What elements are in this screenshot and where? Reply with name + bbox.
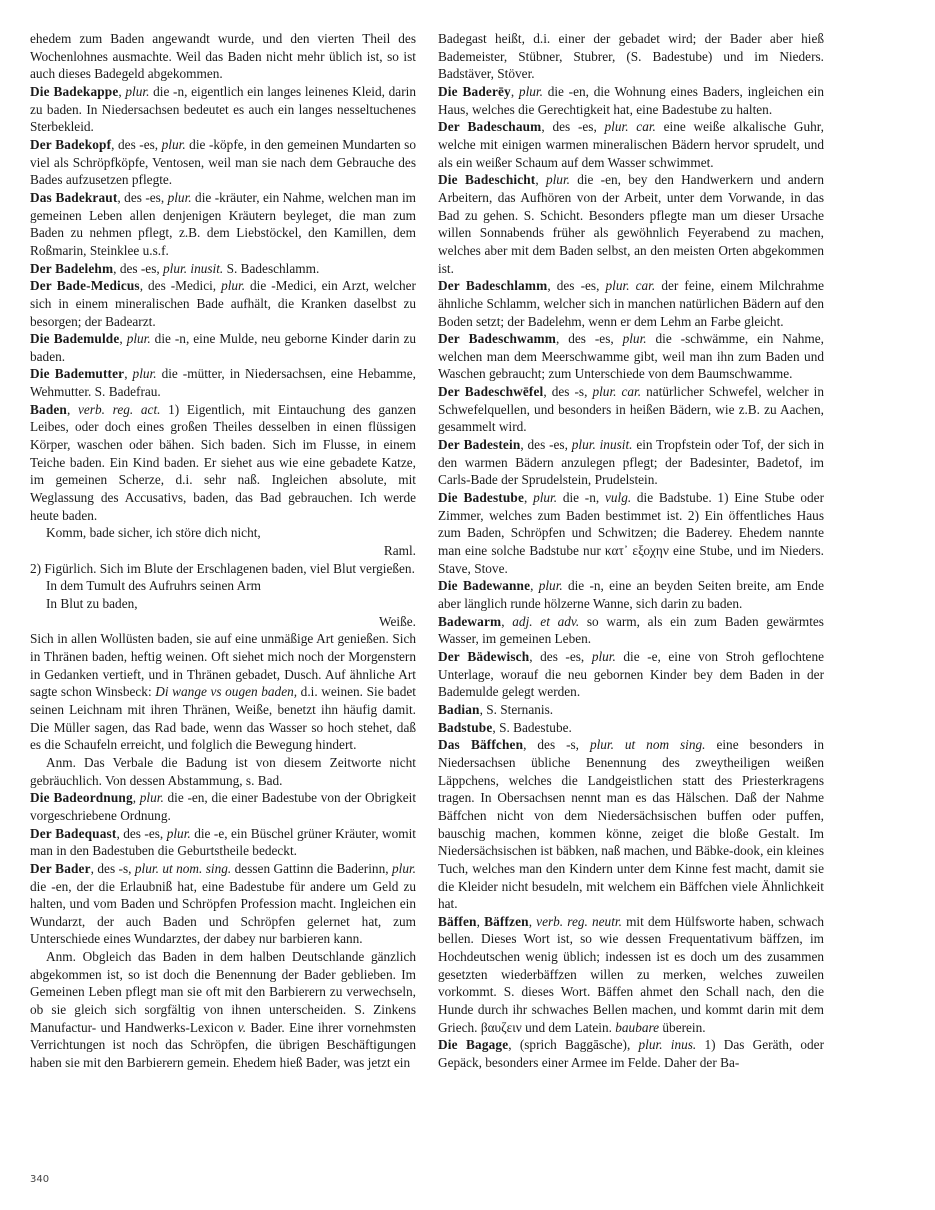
grammar-note: plur. xyxy=(391,860,417,876)
dictionary-entry xyxy=(438,489,824,577)
entry-text: Sich in allen Wollüsten baden, sie auf eine unmäßige Art genießen. Sich in Thränen baden, heftig weinen. Oft siehet mich noch der Morgenstern in Gedanken vertieft, und in Thränen gebadet, Dusch. Auf ähnliche Art sagte schon Winsbeck: xyxy=(30,631,416,700)
headword: Badian xyxy=(438,701,480,717)
entry-text: , des -Medici, xyxy=(139,278,222,294)
quote-attribution xyxy=(30,613,416,631)
grammar-note: plur. xyxy=(125,83,150,99)
entry-text: , des -es, xyxy=(520,437,572,453)
entry-text: , xyxy=(476,913,485,929)
headword: Die Bademulde xyxy=(30,331,120,347)
dictionary-entry xyxy=(438,736,824,913)
entry-text: , xyxy=(524,490,534,506)
entry-text: mit dem Hülfsworte haben, schwach bellen. Dieses Wort ist, so wie dessen Frequentativum bäffzen, im Hochdeutschen wenig üblich; indessen ist es doch um des zusammen gesetzten wiederbäffzen willen zu merken, welches zuweilen vorkommt. S. dieses Wort. Bäffen ahmet den Schall nach, den die Hunde durch ihr schwaches Bellen machen, und kommt darin mit dem Griech. βαυζειν und dem Latein. xyxy=(438,913,825,1035)
entry-text: die -mütter, in Niedersachsen, eine Hebamme, Wehmutter. S. Badefrau. xyxy=(30,366,416,400)
dictionary-entry xyxy=(438,118,824,171)
entry-text: , xyxy=(501,613,513,629)
entry-text: eine weiße alkalische Guhr, welche mit einigen warmen mineralischen Bädern hervor sprudelt, und als ein weißer Schaum auf dem Wasser schwimmet. xyxy=(438,119,825,170)
annotation-paragraph xyxy=(30,754,416,789)
grammar-note: adj. et adv. xyxy=(512,613,580,629)
entry-text: natürlicher Schwefel, welcher in Schwefelquellen, und besonders in heißen Bädern, wie z.B. zu Aachen, gesammelt wird. xyxy=(438,384,824,435)
verse-line xyxy=(30,577,416,595)
headword: Die Bademutter xyxy=(30,366,125,382)
entry-text: überein. xyxy=(659,1019,706,1035)
entry-text: der feine, einem Milchrahme ähnliche Schlamm, welcher sich in manchen natürlichen Bädern auf den Boden setzt; der Badelehm, wenn er dem Lehm an Farbe gleicht. xyxy=(438,278,824,329)
entry-text: die -n, xyxy=(557,490,605,506)
entry-text: d.i. weinen. Sie badet seinen Leichnam mit ihren Thränen, Weiße, benetzt ihn häufig damit. Die Müller sagen, das Rad bade, wenn das Wasser so hoch stehet, daß es die Schaufeln erreicht, und folglich die Bewegung hindert. xyxy=(30,684,416,753)
dictionary-entry xyxy=(30,860,416,948)
grammar-note: plur. xyxy=(161,136,186,152)
entry-text: Komm, bade sicher, ich störe dich nicht, xyxy=(46,525,261,541)
grammar-note: plur. car. xyxy=(592,384,642,400)
entry-text: , (sprich Baggāsche), xyxy=(508,1037,639,1053)
headword: Badstube xyxy=(438,719,493,735)
entry-text: die -kräuter, ein Nahme, welchen man im gemeinen Leben allen denjenigen Kräutern beyleget, die man zum Baden zu nehmen pflegt, z.B. dem Liebstöckel, den Kamillen, dem Roßmarin, Steinklee u.s.f. xyxy=(30,189,416,258)
entry-text: die -n, eigentlich ein langes leinenes Kleid, darin zu baden. In Niedersachsen bedeutet es auch ein langes nesseltuchenes Sterbekleid. xyxy=(30,83,416,135)
entry-text: eine besonders in Niedersachsen übliche Benennung des zweytheiligen weißen Läppchens, welches die Landgeistlichen statt des Priesterkragens tragen. In Obersachsen nennt man es das Hälschen. Daß der Nahme Bäffchen nicht von dem Niedersächsischen buffen oder puffen, bauschig machen, kommen könne, zeiget die bloße Gestalt. Im Niedersächsischen ist bäbken, naß machen, und Bäbke-dook, ein kleines Tuch, welches man den Kindern unter dem Kinne fest macht, damit sie die Kleider nicht besudeln, mit welchem ein Bäffchen viele Ähnlichkeit hat. xyxy=(438,737,824,912)
entry-text: , xyxy=(132,790,140,806)
entry-text: Anm. Das Verbale die Badung ist von diesem Zeitworte nicht gebräuchlich. Von dessen Abstammung, s. Bad. xyxy=(30,754,416,788)
dictionary-entry xyxy=(438,577,824,612)
dictionary-entry xyxy=(438,719,824,737)
entry-text: , xyxy=(535,172,546,188)
entry-text: , xyxy=(510,83,519,99)
entry-text: , des -es, xyxy=(547,278,606,294)
entry-text: , des -es, xyxy=(541,119,605,135)
verse-line xyxy=(30,524,416,542)
entry-text: , des -s, xyxy=(523,737,590,753)
headword: Baden xyxy=(30,401,67,417)
entry-text: Anm. Obgleich das Baden in dem halben Deutschlande gänzlich abgekommen ist, so ist doch die Benennung der Bader geblieben. Im Gemeinen Leben pflegt man sie oft mit den Barbierern zu verwechseln, ob sie gleich sich sorgfältig von ihnen unterscheiden. S. Zinkens Manufactur- und Handwerks-Lexicon xyxy=(30,949,416,1035)
headword: Der Badestein xyxy=(438,437,521,453)
entry-text: , xyxy=(124,366,133,382)
grammar-note: plur. xyxy=(221,278,246,294)
entry-text: ehedem zum Baden angewandt wurde, und den vierten Theil des Wochenlohnes ausmachte. Weil das Baden nicht mehr üblich ist, so ist auch dieses Badegeld abgekommen. xyxy=(30,31,416,82)
entry-text: die -en, die einer Badestube von der Obrigkeit vorgeschriebene Ordnung. xyxy=(30,790,417,823)
entry-text: die -e, ein Büschel grüner Kräuter, womit man in den Badestuben die Geburtstheile bedeckt. xyxy=(30,825,417,859)
entry-text: , des -es, xyxy=(529,648,592,664)
entry-text: Badegast heißt, d.i. einer der gebadet wird; der Bader aber hieß Bademeister, Stübner, Stubrer, (S. Badestube) und im Nieders. Badstäver, Stöver. xyxy=(438,31,824,82)
entry-text: die -en, der die Erlaubniß hat, eine Badestube für andere um Geld zu halten, und vom Baden und Schröpfen Profession macht. Ingleichen ein Wundarzt, der auch Baden und Schröpfen gelernet hat, zum Unterschiede eines Wundarztes, der dabey nur barbieren kann. xyxy=(30,878,416,947)
dictionary-entry xyxy=(438,436,824,489)
dictionary-entry xyxy=(30,330,416,365)
entry-text: , S. Sternanis. xyxy=(479,701,554,717)
grammar-note: plur. xyxy=(167,189,192,205)
entry-text: In dem Tumult des Aufruhrs seinen Arm xyxy=(46,578,261,594)
entry-text: die -schwämme, ein Nahme, welchen man dem Meerschwamme gibt, weil man ihn zum Baden und Waschen gebraucht; zum Unterschiede von dem Baumschwamme. xyxy=(438,331,824,382)
grammar-note: plur. xyxy=(139,790,164,806)
grammar-note: verb. reg. act. xyxy=(78,401,161,417)
grammar-note: plur. xyxy=(132,366,157,382)
headword: Der Badeschwamm xyxy=(438,331,557,347)
entry-text: dessen Gattinn die Baderinn, xyxy=(231,860,392,876)
text-paragraph xyxy=(30,560,416,578)
headword: Bäffen xyxy=(438,913,477,929)
dictionary-entry xyxy=(438,330,824,383)
grammar-note: plur. xyxy=(545,172,570,188)
entry-text: Bader. Eine ihrer vornehmsten Verrichtungen ist noch das Schröpfen, die übrigen Beschäftigungen haben sie mit den Barbierern gemein. Ehedem hieß Bader, was jetzt ein xyxy=(30,1019,416,1071)
text-paragraph xyxy=(30,30,416,83)
headword: Die Bagage xyxy=(438,1037,509,1053)
headword: Der Bädewisch xyxy=(438,648,530,664)
entry-text: die -en, die Wohnung eines Baders, ingleichen ein Haus, welches die Gerechtigkeit hat, eine Badestube zu halten. xyxy=(438,83,824,117)
verse-line xyxy=(30,595,416,613)
entry-text: , des -es, xyxy=(117,189,168,205)
headword: Badewarm xyxy=(438,613,502,629)
dictionary-entry xyxy=(30,401,416,525)
headword: Bäffzen xyxy=(484,913,529,929)
quote-attribution xyxy=(30,542,416,560)
entry-text: , S. Badestube. xyxy=(492,719,572,735)
headword: Der Badeschaum xyxy=(438,119,542,135)
headword: Der Badeschwēfel xyxy=(438,384,544,400)
grammar-note: v. xyxy=(237,1019,247,1035)
entry-text: , des -s, xyxy=(543,384,593,400)
entry-text: , des -es, xyxy=(556,331,623,347)
entry-text: Weiße. xyxy=(379,613,416,629)
dictionary-entry xyxy=(438,613,824,648)
entry-text: die -en, bey den Handwerkern und andern Arbeitern, das Aufhören von der Arbeit, unter dem Vorwande, in das Bad zu gehen. S. Schicht. Besonders pflegte man um dieser Ursache willen Sonnabends früher als gewöhnlich Feyerabend zu machen, welches aber mit dem Baden selbst, an den meisten Orten abgekommen ist. xyxy=(438,172,825,276)
headword: Der Badequast xyxy=(30,825,117,841)
dictionary-entry xyxy=(30,365,416,400)
entry-text: In Blut zu baden, xyxy=(46,596,138,611)
grammar-note: plur. xyxy=(591,648,616,664)
headword: Die Badeschicht xyxy=(438,172,536,188)
right-column xyxy=(438,30,824,1072)
text-paragraph xyxy=(30,630,416,754)
headword: Der Badeschlamm xyxy=(438,278,548,294)
dictionary-entry xyxy=(30,83,416,136)
dictionary-entry xyxy=(30,825,416,860)
entry-text: die -Medici, ein Arzt, welcher sich in einem mineralischen Bade aufhält, die Kranken daselbst zu besorgen; der Badearzt. xyxy=(30,278,416,329)
entry-text: , des -es, xyxy=(113,260,164,276)
headword: Der Bade-Medicus xyxy=(30,278,140,294)
entry-text: 1) Eigentlich, mit Eintauchung des ganzen Leibes, oder doch eines großen Theiles desselben in einen flüssigen Körper, waschen oder bähen. Sich baden. Sich im Flusse, in einem Teiche baden. Ein Kind baden. Er siehet aus wie eine gebadete Katze, im gemeinen Scherze, d.i. sehr naß. Ingleichen absolute, mit Weglassung des Accusativs, baden, das Bad gebrauchen. Ich werde heute baden. xyxy=(30,401,416,523)
entry-text: die -n, eine an beyden Seiten breite, am Ende aber länglich runde hölzerne Wanne, sich darin zu baden. xyxy=(438,578,824,611)
headword: Der Badelehm xyxy=(30,260,114,276)
dictionary-entry xyxy=(438,277,824,330)
entry-text: die Badstube. 1) Eine Stube oder Zimmer, welches zum Baden bestimmet ist. 2) Ein öffentliches Haus zum Baden, Schröpfen und Schwitzen; die Baderey. Ehedem nannte man eine solche Badstube nur κατ᾽ εξοχην eine Stube, und im Nieders. Stave, Stove. xyxy=(438,490,824,576)
headword: Der Badekopf xyxy=(30,136,112,152)
entry-text: , des -es, xyxy=(116,825,167,841)
entry-text: die -e, eine von Stroh geflochtene Unterlage, worauf die neu gebornen Kinder bey dem Baden in der Bademulde gelegt werden. xyxy=(438,648,824,700)
dictionary-entry xyxy=(30,789,416,824)
dictionary-entry xyxy=(438,701,824,719)
grammar-note: plur. ut nom. sing. xyxy=(134,860,232,876)
entry-text: Raml. xyxy=(383,543,416,559)
grammar-note: plur. xyxy=(518,83,543,99)
entry-text: 2) Figürlich. Sich im Blute der Erschlagenen baden, viel Blut vergießen. xyxy=(30,560,415,576)
headword: Die Badeordnung xyxy=(30,790,133,806)
grammar-note: plur. xyxy=(166,825,191,841)
grammar-note: plur. car. xyxy=(604,119,656,135)
page-number: 340 xyxy=(30,1174,50,1185)
entry-text: , xyxy=(528,913,537,929)
headword: Das Bäffchen xyxy=(438,737,524,753)
entry-text: , xyxy=(66,401,78,417)
dictionary-entry xyxy=(438,648,824,701)
headword: Die Badekappe xyxy=(30,83,119,99)
grammar-note: Di wange vs ougen baden, xyxy=(155,684,298,700)
entry-text: , xyxy=(118,83,126,99)
text-paragraph xyxy=(438,30,824,83)
headword: Die Badestube xyxy=(438,490,524,506)
entry-text: S. Badeschlamm. xyxy=(223,260,320,276)
entry-text: die -köpfe, in den gemeinen Mundarten so viel als Schröpfköpfe, Ventosen, weil man sie nach dem Gebrauche des Bades aufzusetzen pflegte. xyxy=(30,136,416,188)
grammar-note: plur. inusit. xyxy=(163,260,224,276)
dictionary-entry xyxy=(438,83,824,118)
annotation-paragraph xyxy=(30,948,416,1072)
entry-text: , xyxy=(119,331,127,347)
headword: Die Baderēy xyxy=(438,83,511,99)
headword: Das Badekraut xyxy=(30,189,118,205)
grammar-note: plur. inusit. xyxy=(571,437,633,453)
left-column xyxy=(30,30,416,1072)
entry-text: , xyxy=(530,578,539,594)
grammar-note: plur. car. xyxy=(605,278,656,294)
headword: Der Bader xyxy=(30,860,91,876)
dictionary-entry xyxy=(30,189,416,260)
grammar-note: plur. inus. xyxy=(638,1037,697,1053)
grammar-note: baubare xyxy=(615,1019,660,1035)
dictionary-entry xyxy=(438,171,824,277)
grammar-note: plur. xyxy=(622,331,647,347)
grammar-note: verb. reg. neutr. xyxy=(536,913,622,929)
entry-text: die -n, eine Mulde, neu geborne Kinder darin zu baden. xyxy=(30,331,417,364)
grammar-note: plur. xyxy=(533,490,558,506)
grammar-note: plur. xyxy=(126,331,151,347)
entry-text: , des -es, xyxy=(111,136,162,152)
entry-text: 1) Das Geräth, oder Gepäck, besonders einer Armee im Felde. Daher der Ba- xyxy=(438,1037,825,1071)
grammar-note: vulg. xyxy=(604,490,632,506)
dictionary-entry xyxy=(438,383,824,436)
grammar-note: plur. xyxy=(538,578,563,594)
entry-text: , des -s, xyxy=(90,860,135,876)
entry-text: ein Tropfstein oder Tof, der sich in den warmen Bädern anzulegen pflegt; der Badesinter, Badetof, im Carls-Bade der Sprudelstein, Prudelstein. xyxy=(438,437,824,488)
grammar-note: plur. ut nom sing. xyxy=(589,737,706,753)
dictionary-entry xyxy=(30,136,416,189)
headword: Die Badewanne xyxy=(438,578,531,594)
entry-text: so warm, als ein zum Baden gewärmtes Wasser, im gemeinen Leben. xyxy=(438,613,824,647)
dictionary-entry xyxy=(438,913,824,1037)
dictionary-entry xyxy=(30,277,416,330)
dictionary-entry xyxy=(30,260,416,278)
dictionary-entry xyxy=(438,1036,824,1071)
